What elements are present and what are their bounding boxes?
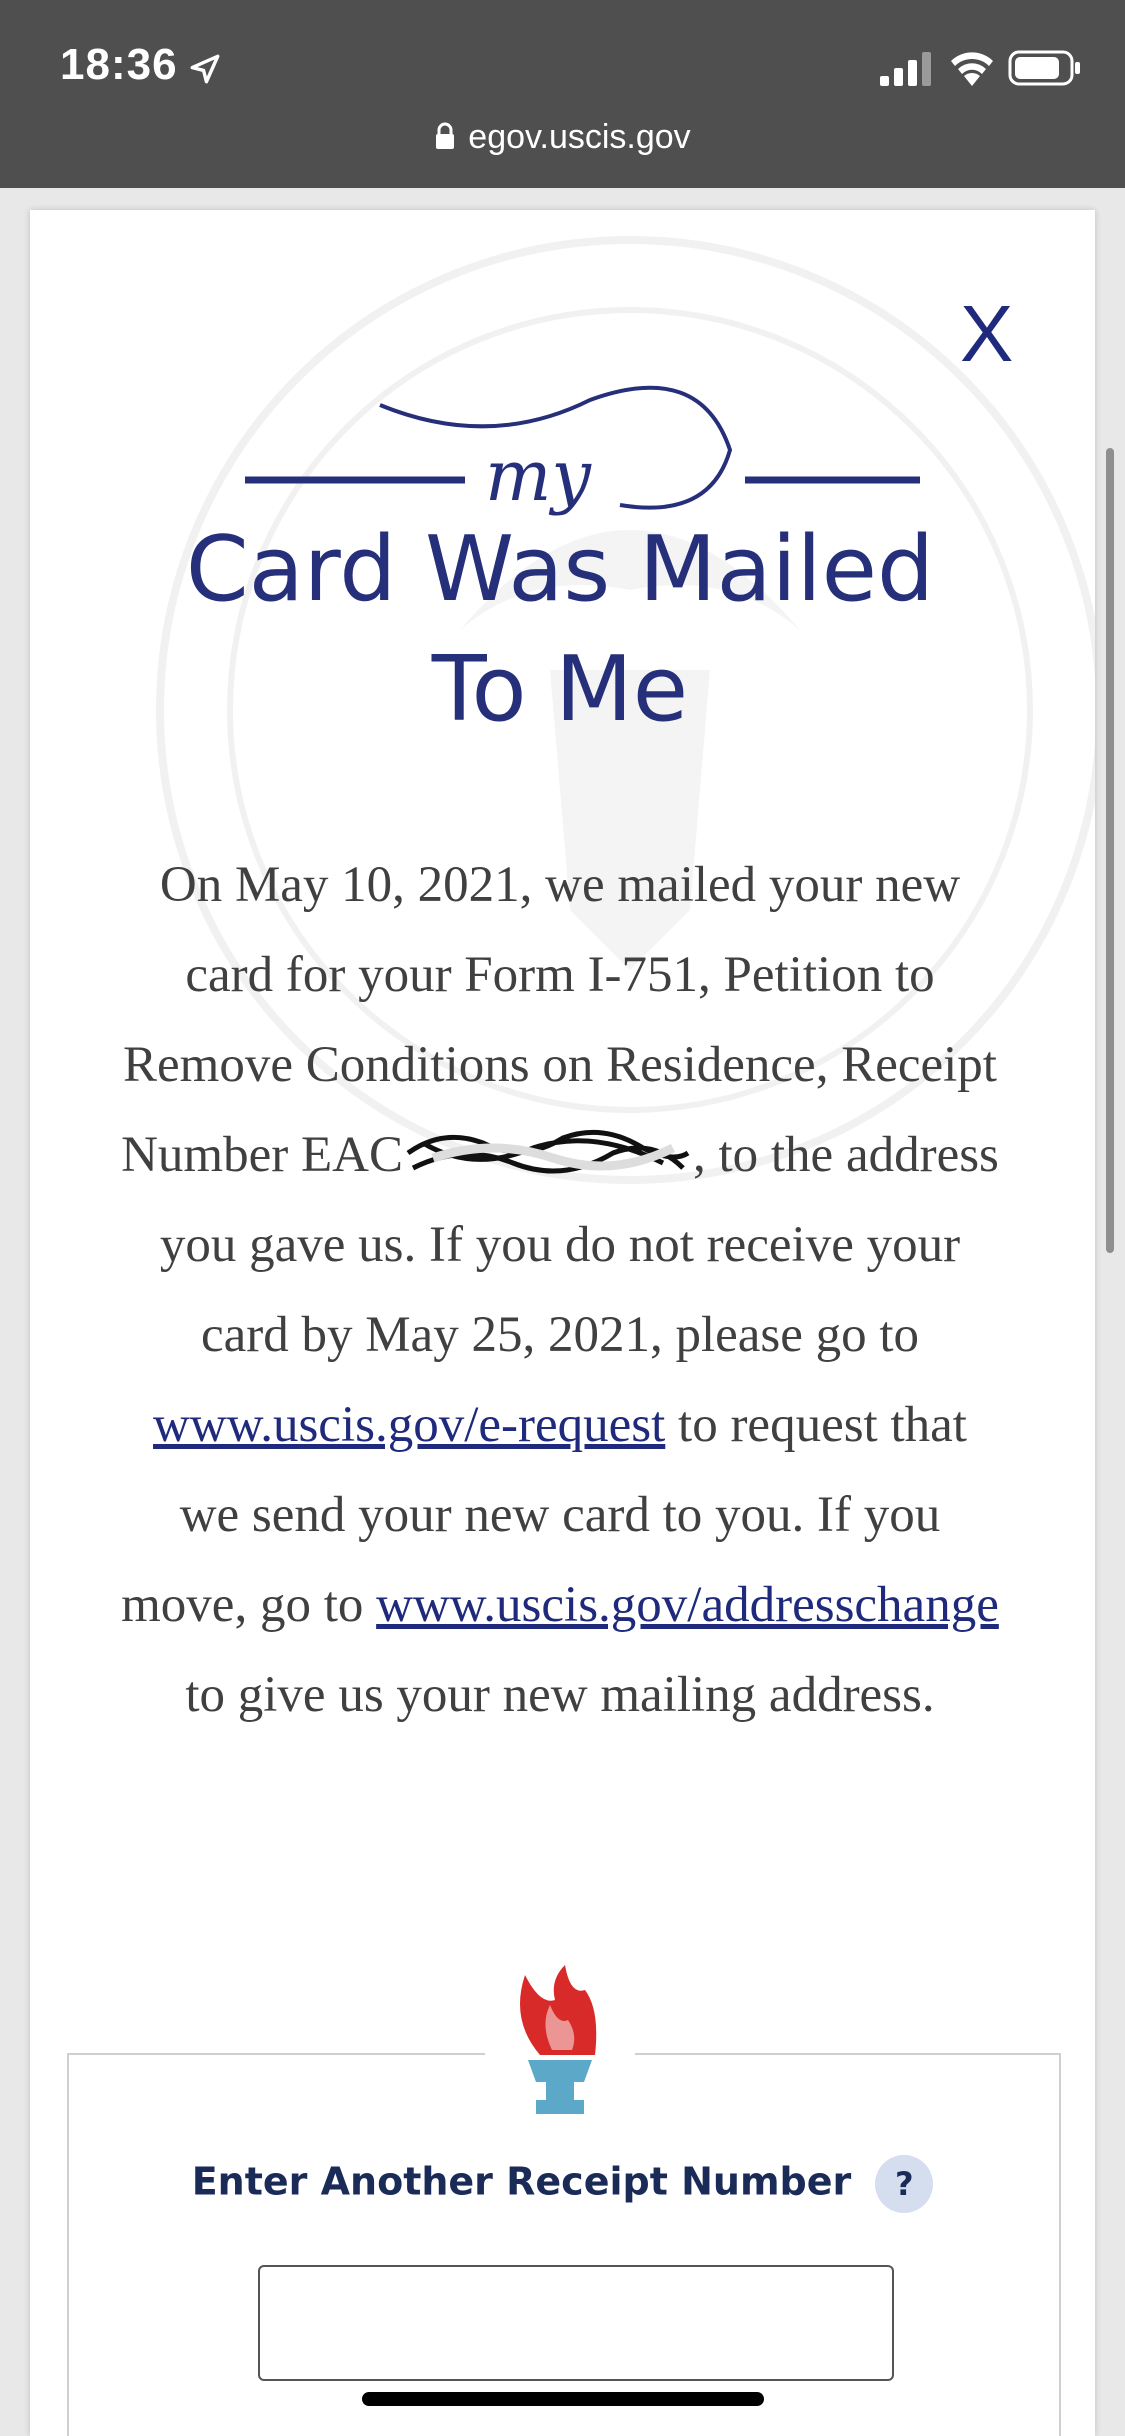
url-text: egov.uscis.gov	[468, 118, 691, 156]
e-request-link[interactable]: www.uscis.gov/e-request	[153, 1397, 666, 1453]
message-text-4: to give us your new mailing address.	[185, 1667, 935, 1723]
message-text-3: to request that we send your new card to you. If you move, go to	[121, 1397, 967, 1633]
lock-icon	[434, 122, 456, 150]
message-text-1: On May 10, 2021, we mailed your new card for your Form I-751, Petition to Remove Conditions on Residence, Receipt Number EAC	[121, 857, 997, 1183]
message-text-2: , to the address you gave us. If you do not receive your card by May 25, 2021, please go to	[159, 1127, 999, 1363]
receipt-label: Enter Another Receipt Number	[191, 2159, 852, 2204]
address-bar[interactable]	[0, 118, 1125, 157]
page-title: Card Was Mailed To Me	[185, 517, 935, 742]
scrollbar[interactable]	[1106, 448, 1114, 1253]
wifi-icon	[948, 48, 996, 88]
help-icon[interactable]: ?	[875, 2155, 933, 2213]
svg-text:my: my	[485, 435, 591, 517]
receipt-label-row	[30, 2155, 1095, 2213]
status-modal	[30, 210, 1095, 2436]
location-arrow-icon	[188, 52, 222, 86]
status-bar	[0, 0, 1125, 188]
torch-icon	[500, 1960, 620, 2130]
status-message	[120, 840, 1000, 1740]
signal-icon	[880, 50, 934, 86]
redacted-scribble	[403, 1123, 693, 1185]
my-uscis-logo	[230, 330, 930, 530]
battery-icon	[1008, 48, 1082, 88]
receipt-number-input[interactable]	[258, 2265, 894, 2381]
status-time: 18:36	[60, 40, 178, 89]
address-change-link[interactable]: www.uscis.gov/addresschange	[376, 1577, 999, 1633]
home-indicator[interactable]	[362, 2392, 764, 2406]
close-icon[interactable]: X	[960, 289, 1014, 378]
